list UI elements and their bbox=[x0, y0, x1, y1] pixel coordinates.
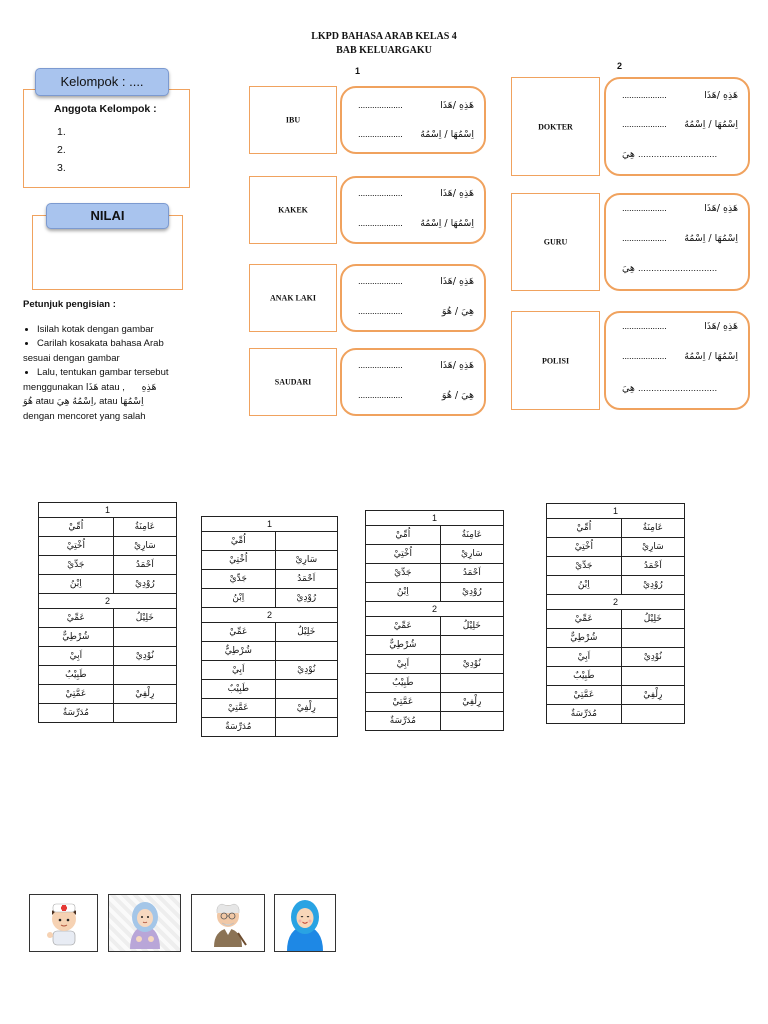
picture-box-saudari[interactable] bbox=[249, 348, 337, 416]
label-anak-laki: ANAK LAKI bbox=[269, 293, 316, 303]
nilai-pill: NILAI bbox=[46, 203, 169, 229]
vocab-cell: شُرْطِيٌّ bbox=[202, 642, 276, 661]
vocab-cell: رِلْفِيْ bbox=[275, 699, 337, 718]
answer-box-kakek[interactable] bbox=[340, 176, 486, 244]
vocab-cell: رِلْفِيْ bbox=[440, 693, 503, 712]
label-dokter: DOKTER bbox=[538, 122, 573, 131]
vocab-cell: رِلْفِيْ bbox=[621, 686, 684, 705]
vocab-cell: مُدَرِّسَةٌ bbox=[202, 718, 276, 737]
vocab-cell: رِلْفِيْ bbox=[113, 685, 176, 704]
worksheet-title: LKPD BAHASA ARAB KELAS 4 bbox=[311, 31, 457, 42]
vocab-cell: خَلِيْلُ bbox=[113, 609, 176, 628]
vocab-cell: نُوْدِيْ bbox=[440, 655, 503, 674]
vocab-cell: خَلِيْلُ bbox=[275, 623, 337, 642]
vocab-cell bbox=[275, 532, 337, 551]
vocab-cell: رُوْدِيْ bbox=[440, 583, 503, 602]
vocab-cell: رُوْدِيْ bbox=[275, 589, 337, 608]
line-ismu[interactable]: ................... اِسْمُهَا / اِسْمُهُ bbox=[622, 119, 738, 130]
line-hadza[interactable]: ................... هَذِهِ /هَذَا bbox=[358, 188, 474, 199]
line-ismu[interactable]: ................... اِسْمُهَا / اِسْمُهُ bbox=[358, 218, 474, 229]
vocab-cell: اَحْمَدُ bbox=[621, 557, 684, 576]
answer-box-anak-laki[interactable] bbox=[340, 264, 486, 332]
vocab-cell: اُمِّيْ bbox=[547, 519, 622, 538]
line-ismu[interactable]: ................... اِسْمُهَا / اِسْمُهُ bbox=[622, 233, 738, 244]
instruction-3-line4: dengan mencoret yang salah bbox=[23, 410, 146, 422]
vocab-table-1 bbox=[38, 502, 177, 723]
vocab-cell: خَلِيْلُ bbox=[621, 610, 684, 629]
instruction-3-line2: menggunakan هَذَا atau , هَذِهِ bbox=[23, 381, 157, 393]
vocab-cell: مُدَرِّسَةٌ bbox=[39, 704, 114, 723]
vocab-table-4 bbox=[546, 503, 685, 724]
vocab-cell: اَبِيْ bbox=[366, 655, 441, 674]
picture-box-polisi[interactable] bbox=[511, 311, 600, 410]
picture-box-dokter[interactable] bbox=[511, 77, 600, 176]
instruction-3: • Lalu, tentukan gambar tersebut bbox=[37, 366, 198, 381]
worksheet-subtitle: BAB KELUARGAKU bbox=[336, 45, 432, 56]
line-hiya-huwa[interactable]: ................... هِيَ / هُوَ bbox=[358, 306, 474, 317]
vocab-cell bbox=[113, 704, 176, 723]
section-number-1: 1 bbox=[355, 66, 361, 76]
line-hiya-huwa[interactable]: ................... هِيَ / هُوَ bbox=[358, 390, 474, 401]
group-members-box[interactable] bbox=[23, 89, 190, 188]
picture-box-guru[interactable] bbox=[511, 193, 600, 291]
vocab-cell bbox=[113, 628, 176, 647]
picture-box-ibu[interactable] bbox=[249, 86, 337, 154]
vocab-cell: سَارِيْ bbox=[275, 551, 337, 570]
vocab-cell: نُوْدِيْ bbox=[621, 648, 684, 667]
vocab-cell: اُخْتِيْ bbox=[366, 545, 441, 564]
thumbnail-grandpa[interactable] bbox=[191, 894, 265, 952]
vocab-cell: عَمَّتِيْ bbox=[366, 693, 441, 712]
vocab-cell bbox=[621, 705, 684, 724]
line-hiya[interactable]: هِيَ .............................. bbox=[622, 383, 718, 394]
member-1: 1. bbox=[57, 126, 66, 138]
answer-box-polisi[interactable] bbox=[604, 311, 750, 410]
vocab-cell bbox=[440, 636, 503, 655]
group-1-header: 1 bbox=[39, 503, 177, 518]
instructions-title: Petunjuk pengisian : bbox=[23, 299, 116, 310]
line-ismu[interactable]: ................... اِسْمُهَا / اِسْمُهُ bbox=[622, 351, 738, 362]
vocab-cell: اُخْتِيْ bbox=[39, 537, 114, 556]
boy-doctor-icon bbox=[39, 895, 89, 947]
member-2: 2. bbox=[57, 144, 66, 156]
vocab-cell: عَامِنَةُ bbox=[621, 519, 684, 538]
vocab-cell: اِبْنُ bbox=[39, 575, 114, 594]
group-1-header: 1 bbox=[547, 504, 685, 519]
vocab-cell: جَدِّيْ bbox=[547, 557, 622, 576]
vocab-cell: خَلِيْلُ bbox=[440, 617, 503, 636]
vocab-cell: عَمِّيْ bbox=[547, 610, 622, 629]
vocab-cell: سَارِيْ bbox=[440, 545, 503, 564]
label-polisi: POLISI bbox=[541, 356, 570, 365]
vocab-cell: مُدَرِّسَةٌ bbox=[547, 705, 622, 724]
group-1-header: 1 bbox=[202, 517, 338, 532]
group-2-header: 2 bbox=[39, 594, 177, 609]
vocab-cell bbox=[275, 718, 337, 737]
grandpa-icon bbox=[202, 895, 254, 951]
vocab-cell: طَبِيْبٌ bbox=[39, 666, 114, 685]
line-hadza[interactable]: ................... هَذِهِ /هَذَا bbox=[622, 203, 738, 214]
vocab-cell: عَامِنَةُ bbox=[440, 526, 503, 545]
vocab-cell: عَمَّتِيْ bbox=[547, 686, 622, 705]
vocab-cell: نُوْدِيْ bbox=[113, 647, 176, 666]
members-label: Anggota Kelompok : bbox=[54, 103, 157, 115]
girl-hijab-icon bbox=[120, 895, 170, 951]
vocab-cell: جَدِّيْ bbox=[366, 564, 441, 583]
vocab-cell: اُمِّيْ bbox=[202, 532, 276, 551]
group-2-header: 2 bbox=[366, 602, 504, 617]
picture-box-anak-laki[interactable] bbox=[249, 264, 337, 332]
vocab-cell: اِبْنُ bbox=[202, 589, 276, 608]
line-hadza[interactable]: ................... هَذِهِ /هَذَا bbox=[358, 100, 474, 111]
vocab-cell bbox=[440, 712, 503, 731]
vocab-cell: اَبِيْ bbox=[547, 648, 622, 667]
thumbnail-woman-hijab[interactable] bbox=[274, 894, 336, 952]
instruction-3-line3: هُوَ atau اِسْمُهُ هِيَ, atau اِسْمُهَا bbox=[23, 396, 144, 407]
line-hiya[interactable]: هِيَ .............................. bbox=[622, 149, 718, 160]
thumbnail-boy-doctor[interactable] bbox=[29, 894, 98, 952]
answer-box-ibu[interactable] bbox=[340, 86, 486, 154]
vocab-cell: اَبِيْ bbox=[202, 661, 276, 680]
vocab-cell: جَدِّيْ bbox=[202, 570, 276, 589]
vocab-cell: سَارِيْ bbox=[621, 538, 684, 557]
vocab-cell: سَارِيْ bbox=[113, 537, 176, 556]
instructions bbox=[23, 298, 198, 424]
group-2-header: 2 bbox=[202, 608, 338, 623]
answer-box-saudari[interactable] bbox=[340, 348, 486, 416]
kelompok-pill: Kelompok : .... bbox=[35, 68, 169, 96]
group-2-header: 2 bbox=[547, 595, 685, 610]
vocab-cell: عَمِّيْ bbox=[202, 623, 276, 642]
answer-box-dokter[interactable] bbox=[604, 77, 750, 176]
instruction-1: • Isilah kotak dengan gambar bbox=[37, 323, 198, 338]
section-number-2: 2 bbox=[617, 61, 623, 71]
vocab-cell: رُوْدِيْ bbox=[113, 575, 176, 594]
label-guru: GURU bbox=[543, 237, 568, 247]
vocab-cell: نُوْدِيْ bbox=[275, 661, 337, 680]
line-ismu[interactable]: ................... اِسْمُهَا / اِسْمُهُ bbox=[358, 129, 474, 140]
line-hadza[interactable]: ................... هَذِهِ /هَذَا bbox=[358, 360, 474, 371]
answer-box-guru[interactable] bbox=[604, 193, 750, 291]
vocab-table-2 bbox=[201, 516, 338, 737]
label-saudari: SAUDARI bbox=[274, 377, 312, 387]
vocab-cell: عَمَّتِيْ bbox=[202, 699, 276, 718]
vocab-cell: اَحْمَدُ bbox=[440, 564, 503, 583]
vocab-cell: اَبِيْ bbox=[39, 647, 114, 666]
member-3: 3. bbox=[57, 162, 66, 174]
vocab-cell: مُدَرِّسَةٌ bbox=[366, 712, 441, 731]
line-hadza[interactable]: ................... هَذِهِ /هَذَا bbox=[358, 276, 474, 287]
label-ibu: IBU bbox=[285, 115, 301, 125]
vocab-cell bbox=[621, 629, 684, 648]
vocab-cell: طَبِيْبٌ bbox=[547, 667, 622, 686]
vocab-cell: اُخْتِيْ bbox=[547, 538, 622, 557]
vocab-cell: اُمِّيْ bbox=[39, 518, 114, 537]
vocab-cell: عَمَّتِيْ bbox=[39, 685, 114, 704]
picture-box-kakek[interactable] bbox=[249, 176, 337, 244]
vocab-cell: جَدِّيْ bbox=[39, 556, 114, 575]
vocab-cell: شُرْطِيٌّ bbox=[366, 636, 441, 655]
vocab-cell bbox=[275, 680, 337, 699]
vocab-cell: شُرْطِيٌّ bbox=[547, 629, 622, 648]
vocab-cell: طَبِيْبٌ bbox=[202, 680, 276, 699]
vocab-cell: اِبْنُ bbox=[366, 583, 441, 602]
vocab-table-3 bbox=[365, 510, 504, 731]
vocab-cell bbox=[440, 674, 503, 693]
instruction-2: • Carilah kosakata bahasa Arab sesuai dengan gambar bbox=[37, 337, 198, 366]
thumbnail-girl-hijab[interactable] bbox=[108, 894, 181, 952]
vocab-cell bbox=[621, 667, 684, 686]
vocab-cell: عَمِّيْ bbox=[366, 617, 441, 636]
line-hadza[interactable]: ................... هَذِهِ /هَذَا bbox=[622, 90, 738, 101]
label-kakek: KAKEK bbox=[278, 205, 308, 215]
vocab-cell: اُخْتِيْ bbox=[202, 551, 276, 570]
vocab-cell bbox=[275, 642, 337, 661]
vocab-cell: اِبْنُ bbox=[547, 576, 622, 595]
group-1-header: 1 bbox=[366, 511, 504, 526]
vocab-cell: رُوْدِيْ bbox=[621, 576, 684, 595]
line-hiya[interactable]: هِيَ .............................. bbox=[622, 263, 718, 274]
vocab-cell: اَحْمَدُ bbox=[113, 556, 176, 575]
woman-hijab-icon bbox=[281, 895, 329, 951]
vocab-cell: طَبِيْبٌ bbox=[366, 674, 441, 693]
vocab-cell: اُمِّيْ bbox=[366, 526, 441, 545]
vocab-cell: اَحْمَدُ bbox=[275, 570, 337, 589]
vocab-cell: عَامِنَةُ bbox=[113, 518, 176, 537]
vocab-cell: عَمِّيْ bbox=[39, 609, 114, 628]
vocab-cell bbox=[113, 666, 176, 685]
line-hadza[interactable]: ................... هَذِهِ /هَذَا bbox=[622, 321, 738, 332]
vocab-cell: شُرْطِيٌّ bbox=[39, 628, 114, 647]
